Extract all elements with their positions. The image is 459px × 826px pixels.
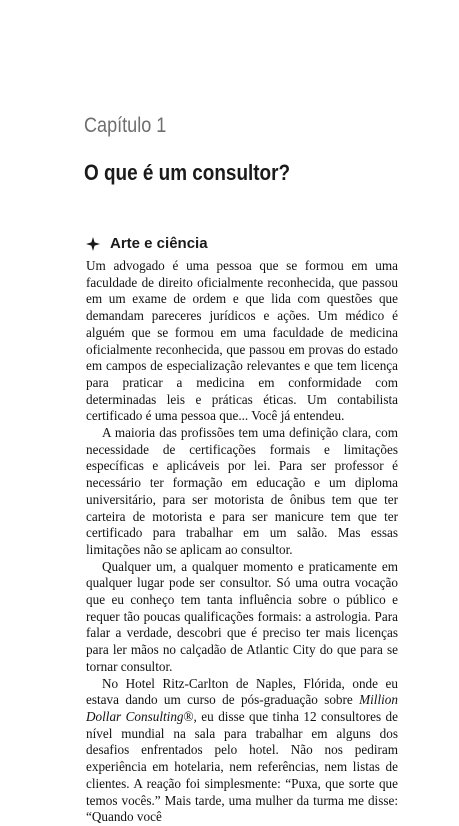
paragraph: Qualquer um, a qualquer momento e praticamente em qualquer lugar pode ser consultor. Só uma outra vocação que eu conheço tem tanta influência sobre o público e requer tão poucas qualificações formais: a astrologia. Para falar a verdade, descobri que é preciso ter mais licenças para ler mãos no calçadão de Atlantic City do que para se tornar consultor. — [86, 558, 398, 674]
four-point-star-icon — [86, 237, 100, 251]
section-heading-text: Arte e ciência — [110, 235, 208, 252]
paragraph: A maioria das profissões tem uma definição clara, com necessidade de certificações formais e limitações específicas e aplicáveis por lei. Para ser professor é necessário ter formação em educação e um diploma universitário, para ser motorista de ônibus tem que ter carteira de motorista e para ser manicure tem que ter certificado para trabalhar em um salão. Mas essas limitações não se aplicam ao consultor. — [86, 425, 398, 557]
paragraph — [86, 676, 398, 826]
chapter-title: O que é um consultor? — [84, 160, 291, 185]
paragraph: Um advogado é uma pessoa que se formou em uma faculdade de direito oficialmente reconhecida, que passou em um exame de ordem e que lida com questões que demandam pareceres jurídicos e ações. Um médico é alguém que se formou em uma faculdade de medicina oficialmente reconhecida, que passou em provas do estado em campos de especialização relevantes e que tem licença para praticar a medicina em conformidade com determinadas leis e práticas éticas. Um contabilista certificado é uma pessoa que... Você já entendeu. — [86, 258, 398, 424]
paragraph-text: ®, eu disse que tinha 12 consultores de nível mundial na sala para trabalhar em alguns dos desafios enfrentados pelo hotel. Não nos pediram experiência em hotelaria, nem referências, nem listas de clientes. A reação foi simplesmente: “Puxa, que sorte que temos vocês.” Mais tarde, uma mulher da turma me disse: “Quando você — [86, 708, 399, 825]
paragraph-text: No Hotel Ritz-Carlton de Naples, Flórida, onde eu estava dando um curso de pós-graduação sobre — [86, 675, 398, 708]
section-heading — [86, 235, 208, 252]
body-text — [86, 258, 398, 826]
book-title: Million Dollar Consulting — [86, 692, 398, 724]
chapter-label: Capítulo 1 — [84, 114, 167, 137]
